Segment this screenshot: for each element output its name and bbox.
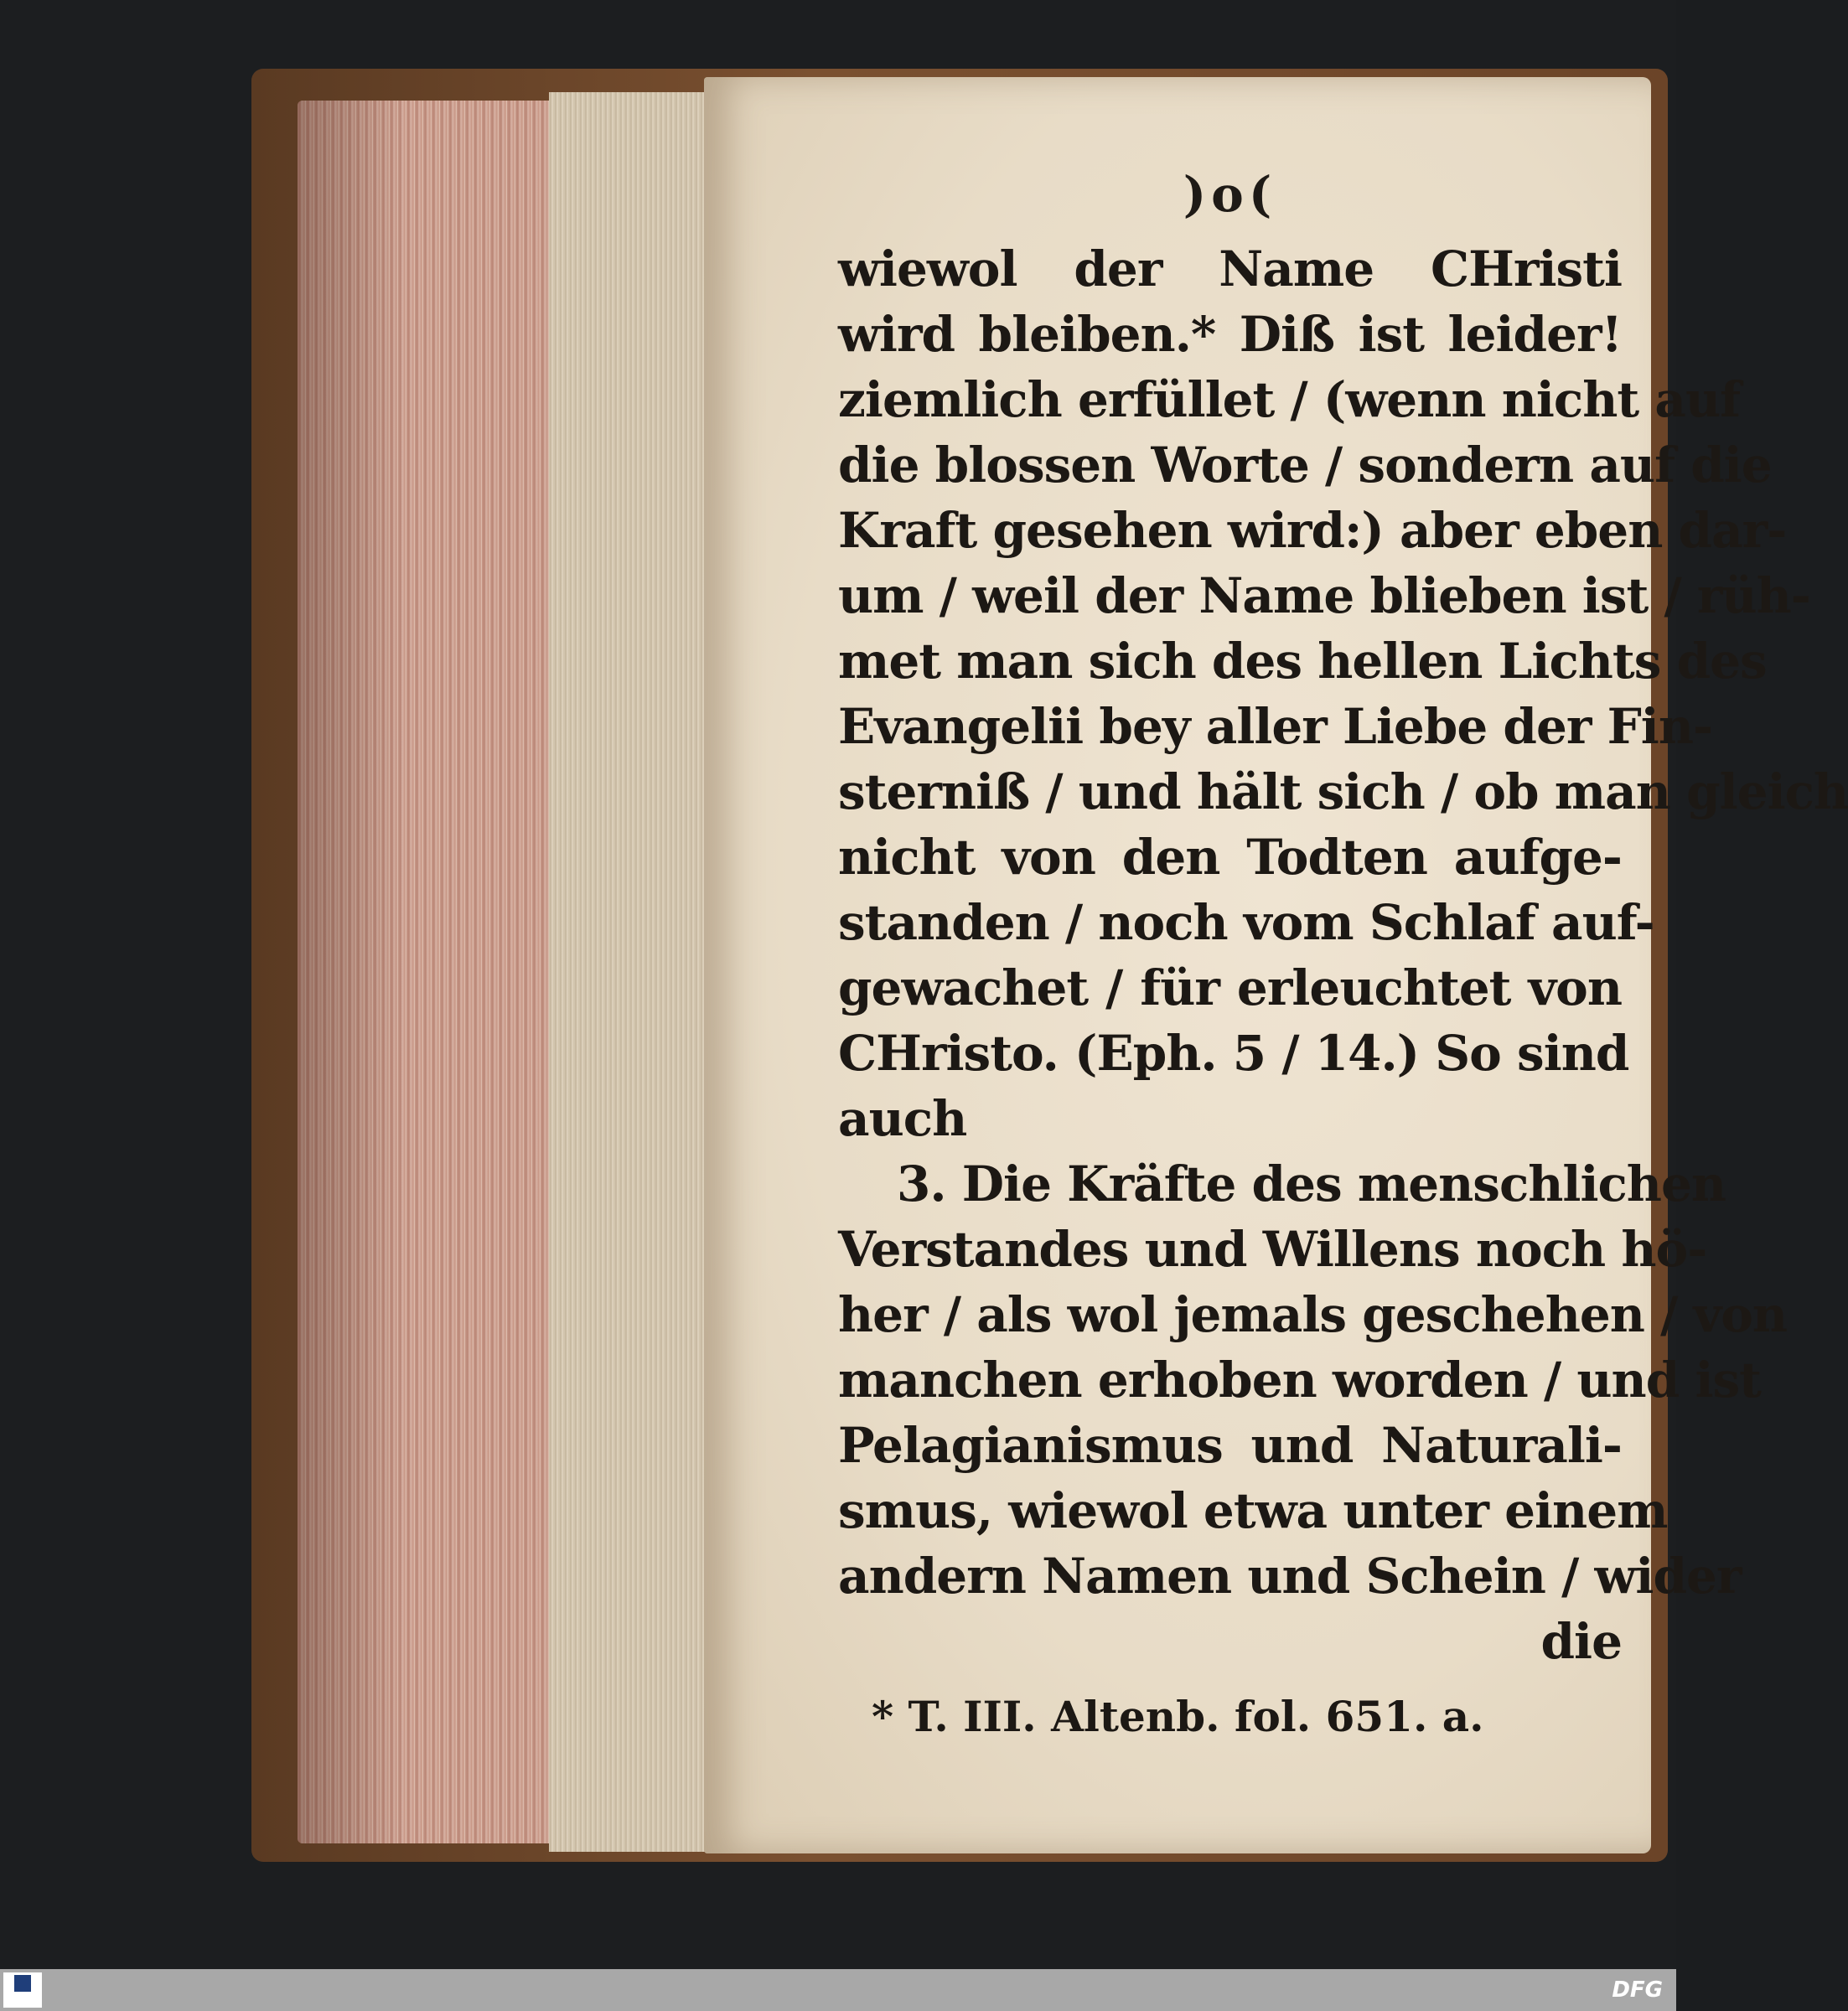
page-stack — [549, 92, 717, 1852]
book-page — [704, 77, 1848, 1853]
text-line: Evangelii bey aller Liebe der Fin- — [838, 698, 1713, 755]
text-line: gewachet / für erleuchtet von — [838, 959, 1622, 1016]
text-line: Pelagianismus und Naturali- — [838, 1417, 1622, 1474]
text-lines — [838, 236, 1848, 1674]
text-line: Verstandes und Willens noch hö- — [838, 1221, 1707, 1278]
text-line: um / weil der Name blieben ist / rüh- — [838, 567, 1810, 624]
text-line: smus, wiewol etwa unter einem — [838, 1482, 1668, 1539]
text-line: CHristo. (Eph. 5 / 14.) So sind — [838, 1025, 1629, 1082]
page-header-ornament: )o( — [1183, 166, 1277, 223]
text-line: met man sich des hellen Lichts des — [838, 633, 1767, 690]
dfg-logo: DFG — [1612, 1977, 1663, 2003]
text-line: wird bleiben.* Diß ist leider! — [838, 306, 1622, 363]
text-line: wiewol der Name CHristi — [838, 240, 1622, 297]
viewer-bottom-bar — [0, 1969, 1676, 2011]
footnote: * T. III. Altenb. fol. 651. a. — [872, 1692, 1484, 1741]
text-line: manchen erhoben worden / und ist — [838, 1352, 1761, 1409]
catchword: die — [1540, 1613, 1622, 1670]
text-line: 3. Die Kräfte des menschlichen — [897, 1155, 1726, 1212]
library-logo-icon — [14, 1975, 31, 1992]
text-line: sterniß / und hält sich / ob man gleich — [838, 763, 1848, 820]
page-text-block — [838, 153, 1848, 1746]
text-line: ziemlich erfüllet / (wenn nicht auf — [838, 371, 1741, 428]
text-line: nicht von den Todten aufge- — [838, 829, 1622, 886]
text-line: andern Namen und Schein / wider — [838, 1548, 1742, 1605]
text-line: standen / noch vom Schlaf auf- — [838, 894, 1654, 951]
text-line: auch — [838, 1090, 967, 1147]
text-line: die blossen Worte / sondern auf die — [838, 437, 1772, 494]
text-line: Kraft gesehen wird:) aber eben dar- — [838, 502, 1787, 559]
text-line: her / als wol jemals geschehen / von — [838, 1286, 1788, 1343]
